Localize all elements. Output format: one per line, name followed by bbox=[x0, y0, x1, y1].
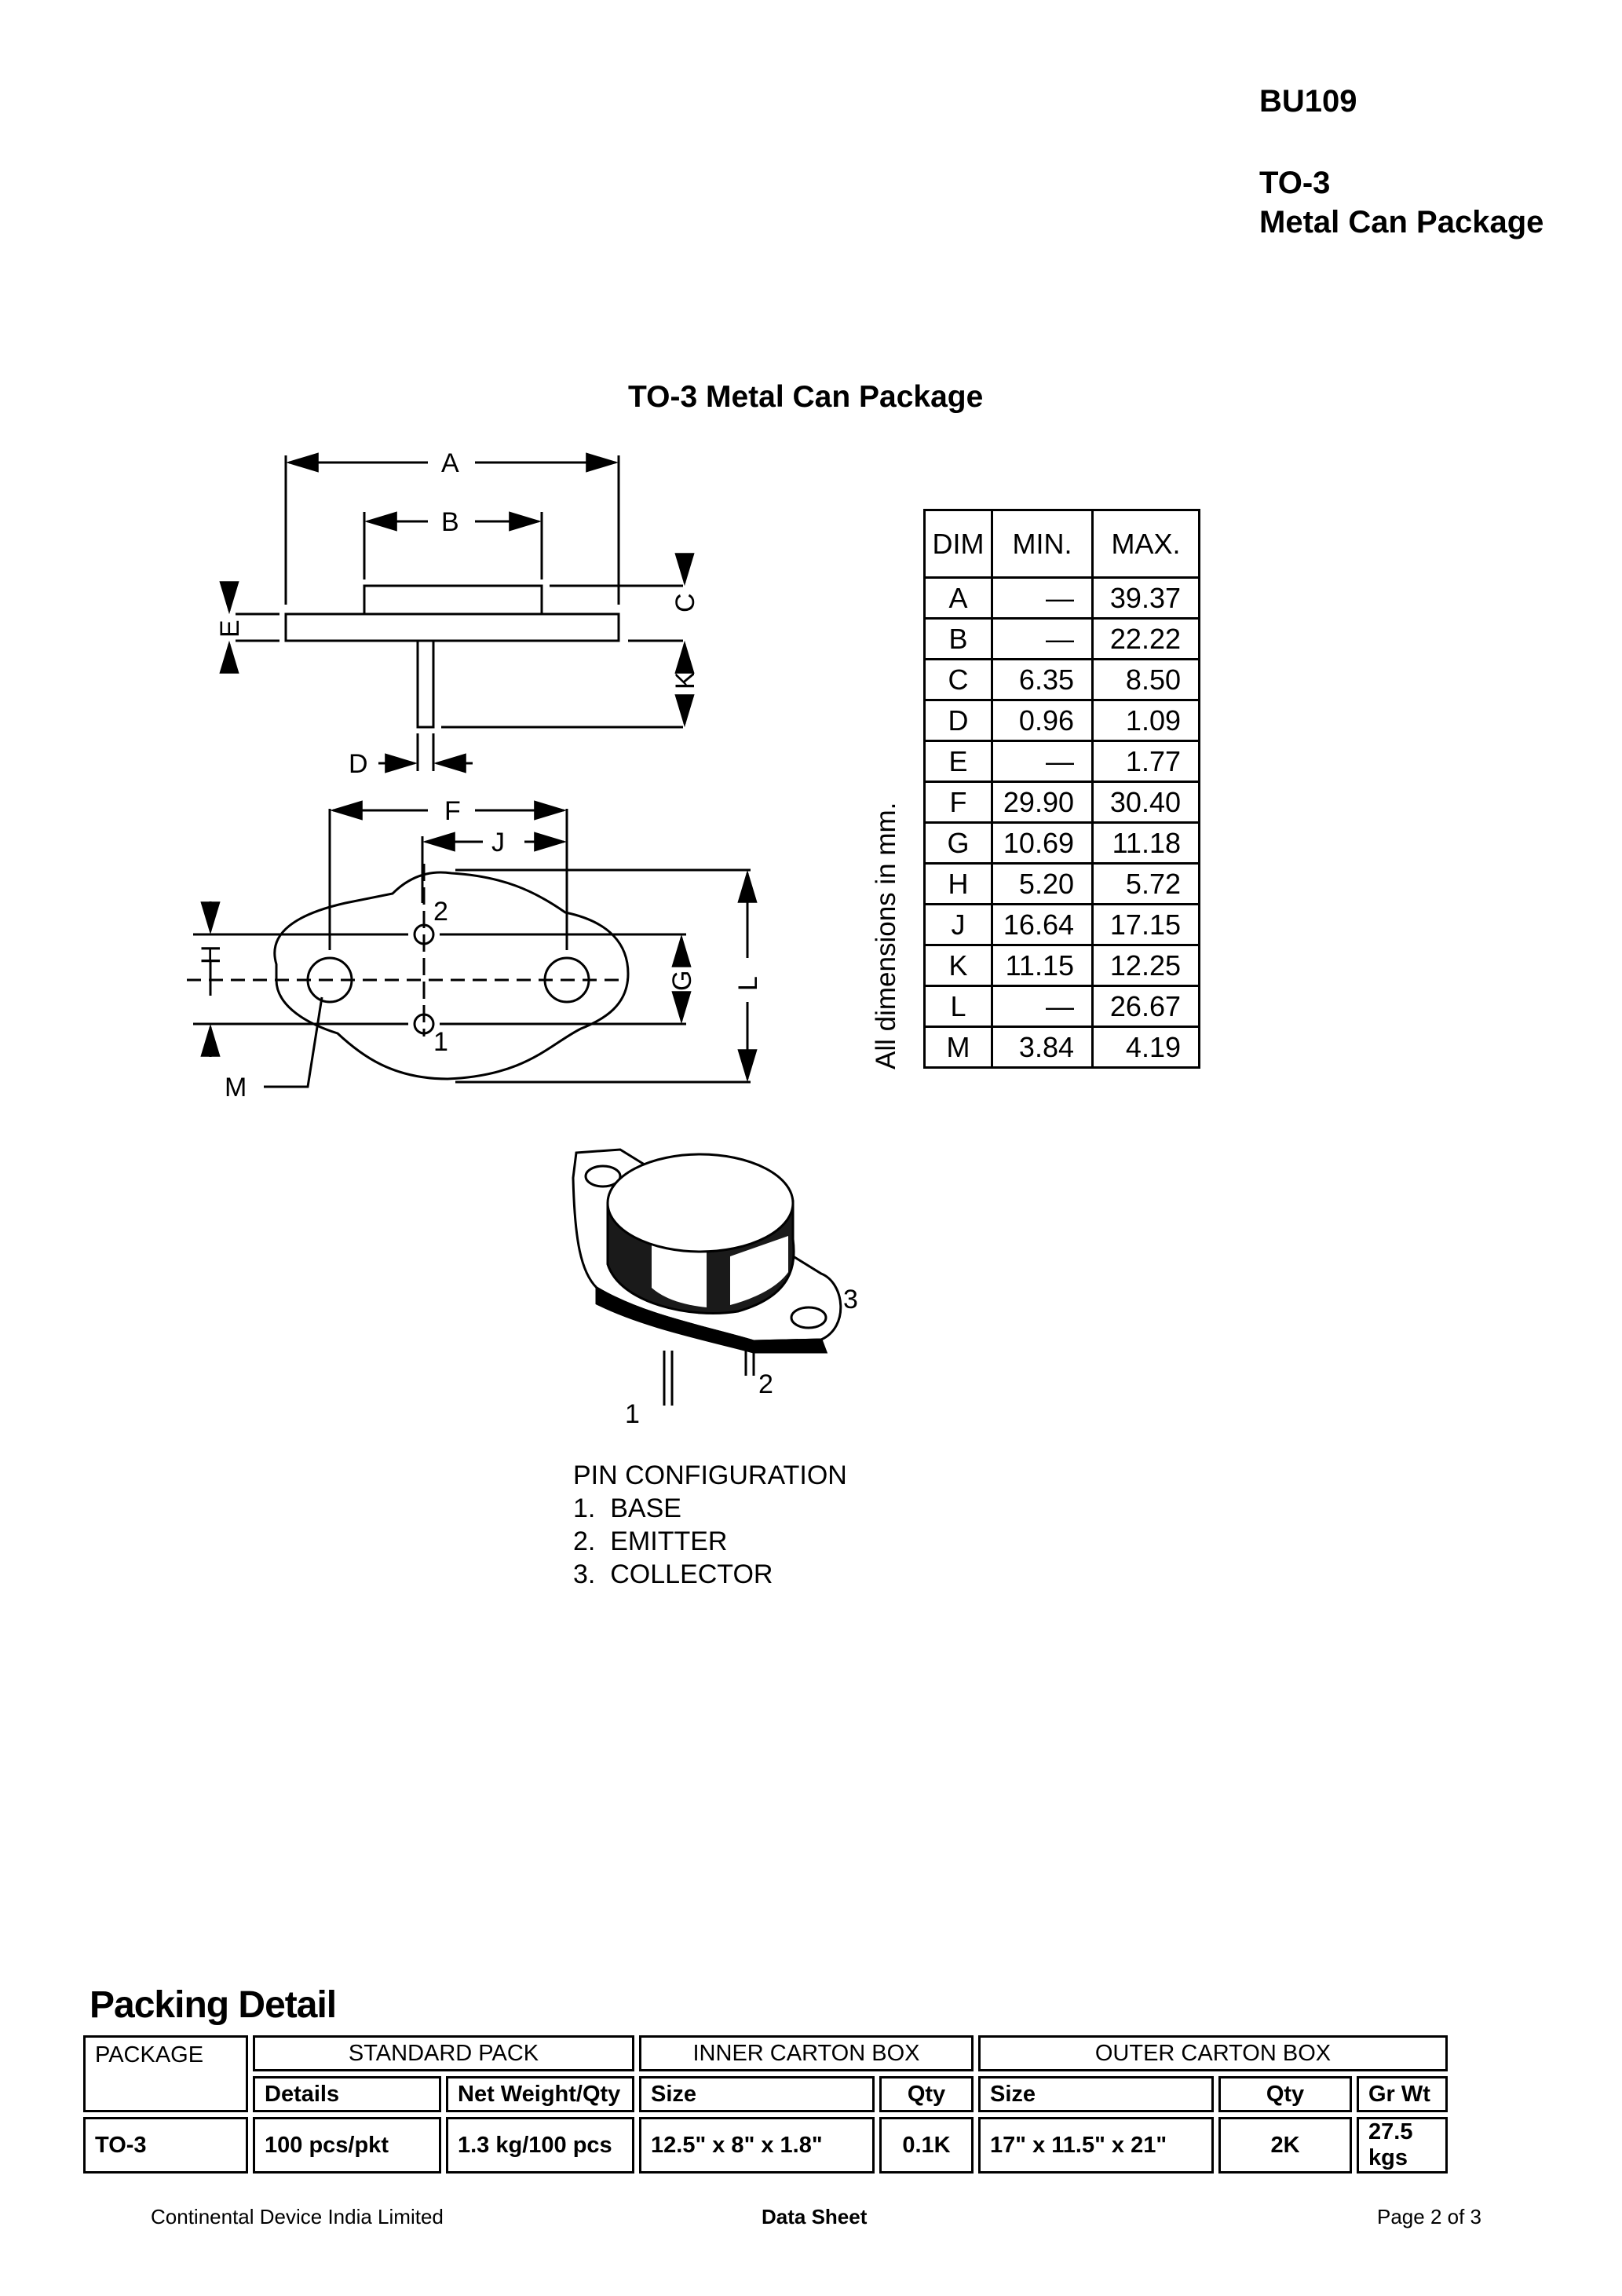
subheader-details: Details bbox=[253, 2076, 441, 2112]
table-row bbox=[925, 619, 1200, 660]
label-f: F bbox=[444, 796, 461, 826]
cell-gross-weight: 27.5 kgs bbox=[1357, 2117, 1448, 2174]
table-row bbox=[925, 905, 1200, 945]
footer-page: Page 2 of 3 bbox=[1377, 2205, 1481, 2228]
max-cell: 4.19 bbox=[1093, 1027, 1200, 1068]
min-cell: 3.84 bbox=[992, 1027, 1093, 1068]
label-e: E bbox=[215, 620, 245, 638]
label-m: M bbox=[225, 1073, 247, 1102]
header-outer-carton: OUTER CARTON BOX bbox=[978, 2035, 1448, 2071]
table-row bbox=[925, 986, 1200, 1027]
table-row bbox=[925, 700, 1200, 741]
dim-cell: J bbox=[925, 905, 992, 945]
dimension-table-header bbox=[925, 510, 1200, 578]
max-cell: 30.40 bbox=[1093, 782, 1200, 823]
subheader-inner-qty: Qty bbox=[879, 2076, 974, 2112]
label-d: D bbox=[349, 749, 368, 779]
max-cell: 17.15 bbox=[1093, 905, 1200, 945]
packing-group-header-row bbox=[83, 2035, 1448, 2071]
max-cell: 8.50 bbox=[1093, 660, 1200, 700]
min-cell: 11.15 bbox=[992, 945, 1093, 986]
min-cell: 0.96 bbox=[992, 700, 1093, 741]
package-name: TO-3 bbox=[1259, 166, 1331, 200]
dim-cell: C bbox=[925, 660, 992, 700]
pin-configuration bbox=[573, 1459, 847, 1591]
max-cell: 1.77 bbox=[1093, 741, 1200, 782]
table-row bbox=[925, 741, 1200, 782]
dim-cell: B bbox=[925, 619, 992, 660]
label-g: G bbox=[667, 970, 697, 991]
packing-sub-header-row bbox=[83, 2076, 1448, 2112]
base-outline bbox=[275, 872, 628, 1079]
label-a: A bbox=[441, 448, 459, 478]
min-cell: 16.64 bbox=[992, 905, 1093, 945]
cell-outer-qty: 2K bbox=[1218, 2117, 1352, 2174]
table-row bbox=[925, 823, 1200, 864]
cell-inner-qty: 0.1K bbox=[879, 2117, 974, 2174]
dim-cell: L bbox=[925, 986, 992, 1027]
max-cell: 26.67 bbox=[1093, 986, 1200, 1027]
cell-outer-size: 17" x 11.5" x 21" bbox=[978, 2117, 1214, 2174]
max-cell: 1.09 bbox=[1093, 700, 1200, 741]
label-c: C bbox=[670, 593, 700, 612]
pin-config-item: 2. EMITTER bbox=[573, 1526, 728, 1556]
pin1-3d-label: 1 bbox=[625, 1399, 640, 1429]
min-cell: — bbox=[992, 741, 1093, 782]
dim-cell: F bbox=[925, 782, 992, 823]
table-row bbox=[83, 2117, 1448, 2174]
table-row bbox=[925, 1027, 1200, 1068]
footer-doc-type: Data Sheet bbox=[762, 2205, 868, 2228]
label-b: B bbox=[441, 507, 459, 537]
pin-config-item: 1. BASE bbox=[573, 1493, 681, 1523]
header-max: MAX. bbox=[1093, 510, 1200, 578]
min-cell: 10.69 bbox=[992, 823, 1093, 864]
pin-config-item: 3. COLLECTOR bbox=[573, 1559, 773, 1589]
package-description: Metal Can Package bbox=[1259, 205, 1544, 239]
header-min: MIN. bbox=[992, 510, 1093, 578]
label-l: L bbox=[733, 976, 763, 991]
label-h: H bbox=[196, 945, 226, 964]
subheader-inner-size: Size bbox=[639, 2076, 875, 2112]
min-cell: — bbox=[992, 619, 1093, 660]
subheader-gross-weight: Gr Wt bbox=[1357, 2076, 1448, 2112]
subheader-outer-qty: Qty bbox=[1218, 2076, 1352, 2112]
max-cell: 5.72 bbox=[1093, 864, 1200, 905]
subheader-outer-size: Size bbox=[978, 2076, 1214, 2112]
subheader-net-weight: Net Weight/Qty bbox=[446, 2076, 634, 2112]
max-cell: 22.22 bbox=[1093, 619, 1200, 660]
header-standard-pack: STANDARD PACK bbox=[253, 2035, 634, 2071]
min-cell: — bbox=[992, 578, 1093, 619]
header-inner-carton: INNER CARTON BOX bbox=[639, 2035, 974, 2071]
cell-details: 100 pcs/pkt bbox=[253, 2117, 441, 2174]
min-cell: 5.20 bbox=[992, 864, 1093, 905]
cap-outline bbox=[364, 586, 542, 614]
max-cell: 11.18 bbox=[1093, 823, 1200, 864]
header-dim: DIM bbox=[925, 510, 992, 578]
max-cell: 39.37 bbox=[1093, 578, 1200, 619]
dim-cell: D bbox=[925, 700, 992, 741]
table-row bbox=[925, 945, 1200, 986]
pin2-3d-label: 2 bbox=[758, 1369, 773, 1399]
max-cell: 12.25 bbox=[1093, 945, 1200, 986]
part-number: BU109 bbox=[1259, 84, 1357, 119]
package-3d-illustration bbox=[573, 1150, 841, 1406]
cell-package: TO-3 bbox=[83, 2117, 248, 2174]
packing-table bbox=[79, 2031, 1452, 2178]
dim-cell: K bbox=[925, 945, 992, 986]
min-cell: — bbox=[992, 986, 1093, 1027]
footer-company: Continental Device India Limited bbox=[151, 2205, 444, 2228]
min-cell: 6.35 bbox=[992, 660, 1093, 700]
dim-cell: H bbox=[925, 864, 992, 905]
packing-detail-title: Packing Detail bbox=[90, 1984, 337, 2026]
dimensions-note: All dimensions in mm. bbox=[871, 802, 901, 1069]
drawing-title: TO-3 Metal Can Package bbox=[628, 380, 984, 414]
header-package: PACKAGE bbox=[83, 2035, 248, 2112]
dimension-table bbox=[923, 509, 1200, 1069]
label-k: K bbox=[670, 671, 700, 689]
pin3-3d-label: 3 bbox=[843, 1285, 858, 1314]
dim-cell: A bbox=[925, 578, 992, 619]
table-row bbox=[925, 660, 1200, 700]
pin-label-2: 2 bbox=[433, 897, 448, 927]
dim-cell: M bbox=[925, 1027, 992, 1068]
min-cell: 29.90 bbox=[992, 782, 1093, 823]
dim-cell: E bbox=[925, 741, 992, 782]
cell-net-weight: 1.3 kg/100 pcs bbox=[446, 2117, 634, 2174]
table-row bbox=[925, 782, 1200, 823]
dim-cell: G bbox=[925, 823, 992, 864]
label-j: J bbox=[491, 828, 505, 857]
pin-label-1: 1 bbox=[433, 1027, 448, 1057]
table-row bbox=[925, 864, 1200, 905]
pin-config-title: PIN CONFIGURATION bbox=[573, 1461, 847, 1490]
cell-inner-size: 12.5" x 8" x 1.8" bbox=[639, 2117, 875, 2174]
table-row bbox=[925, 578, 1200, 619]
lead-outline bbox=[418, 641, 433, 727]
flange-outline bbox=[286, 614, 619, 641]
